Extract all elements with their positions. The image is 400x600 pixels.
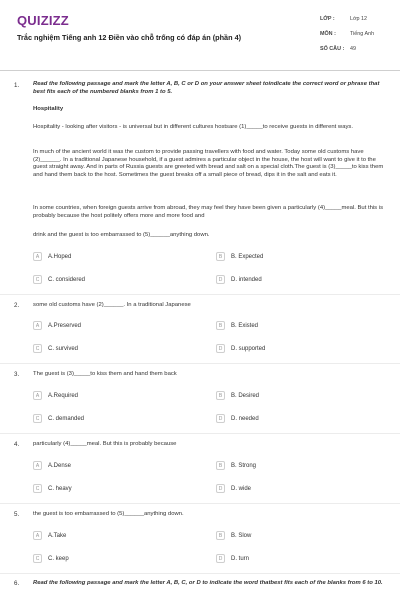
option-letter-box: C <box>33 344 42 353</box>
option-letter-box: A <box>33 531 42 540</box>
option-b[interactable] <box>216 252 263 261</box>
option-text: A.Preserved <box>48 322 82 329</box>
option-d[interactable] <box>216 275 262 284</box>
option-letter-box: D <box>216 344 225 353</box>
question-divider <box>0 294 400 295</box>
header-divider <box>0 70 400 71</box>
option-a[interactable] <box>33 252 71 261</box>
option-c[interactable] <box>33 275 85 284</box>
meta-value: Tiếng Anh <box>350 31 375 37</box>
option-b[interactable] <box>216 531 251 540</box>
option-letter-box: A <box>33 391 42 400</box>
option-d[interactable] <box>216 414 259 423</box>
option-letter-box: C <box>33 414 42 423</box>
option-d[interactable] <box>216 554 249 563</box>
option-text: D. wide <box>231 485 252 492</box>
option-letter-box: A <box>33 461 42 470</box>
option-text: B. Slow <box>231 532 252 539</box>
option-letter-box: B <box>216 252 225 261</box>
question-instruction: Read the following passage and mark the letter A, B, C, or D to indicate the word thatbest fits each of the blanks from 6 to 10. <box>33 580 383 586</box>
question-number: 6. <box>14 580 20 587</box>
option-c[interactable] <box>33 414 84 423</box>
option-letter-box: B <box>216 321 225 330</box>
option-letter-box: D <box>216 414 225 423</box>
passage-paragraph: In some countries, when foreign guests arrive from abroad, they may feel they have been given a particularly (4)_____meal. But this is probably because the host politely offers more and more food and <box>33 205 384 219</box>
option-c[interactable] <box>33 484 72 493</box>
question-divider <box>0 363 400 364</box>
option-letter-box: D <box>216 484 225 493</box>
option-text: C. keep <box>48 555 69 562</box>
option-b[interactable] <box>216 391 259 400</box>
option-text: C. demanded <box>48 415 85 422</box>
option-text: D. intended <box>231 276 262 283</box>
meta-key: LỚP : <box>320 16 335 22</box>
option-letter-box: B <box>216 391 225 400</box>
option-d[interactable] <box>216 344 265 353</box>
meta-subject <box>320 31 374 37</box>
passage-paragraph: In much of the ancient world it was the custom to provide passing travellers with food and water. Today some old customs have (2)______. In a traditional Japanese household, if a guest admires a particular object in the house, the host will want to give it to the guest straight away. And in parts of Russia guests are greeted with bread and salt on a special cloth.The guest is (3)_____to kiss them and hand them back to the host. Sometimes the guest breaks off a small piece of bread, dips it in the salt and eats it. <box>33 149 384 178</box>
option-letter-box: A <box>33 252 42 261</box>
question-number: 4. <box>14 441 20 448</box>
option-c[interactable] <box>33 554 69 563</box>
option-text: A.Hoped <box>48 253 72 260</box>
question-divider <box>0 433 400 434</box>
option-text: A.Take <box>48 532 67 539</box>
meta-key: SỐ CÂU : <box>320 46 345 52</box>
option-text: A.Required <box>48 392 79 399</box>
option-letter-box: B <box>216 461 225 470</box>
option-text: C. considered <box>48 276 86 283</box>
option-text: C. heavy <box>48 485 72 492</box>
option-a[interactable] <box>33 391 78 400</box>
option-text: B. Existed <box>231 322 259 329</box>
option-letter-box: C <box>33 275 42 284</box>
option-a[interactable] <box>33 321 81 330</box>
meta-class <box>320 16 367 22</box>
option-letter-box: B <box>216 531 225 540</box>
passage-paragraph: drink and the guest is too embarrassed to (5)______anything down. <box>33 232 210 238</box>
option-b[interactable] <box>216 321 258 330</box>
option-letter-box: A <box>33 321 42 330</box>
option-letter-box: D <box>216 275 225 284</box>
page-title: Trắc nghiệm Tiếng anh 12 Điền vào chỗ trống có đáp án (phần 4) <box>17 33 242 42</box>
question-text: particularly (4)_____meal. But this is probably because <box>33 441 177 447</box>
option-a[interactable] <box>33 461 71 470</box>
option-text: D. turn <box>231 555 250 562</box>
passage-paragraph: Hospitality - looking after visitors - is universal but in different cultures hostsare (1)_____to receive guests in different ways. <box>33 124 353 130</box>
question-instruction: Read the following passage and mark the letter A, B, C or D on your answer sheet toindicate the correct word or phrase that best fits each of the numbered blanks from 1 to 5. <box>33 81 380 95</box>
option-letter-box: C <box>33 554 42 563</box>
meta-count <box>320 46 356 52</box>
question-divider <box>0 573 400 574</box>
option-text: B. Expected <box>231 253 264 260</box>
passage-heading: Hospitality <box>33 106 64 112</box>
question-text: some old customs have (2)______. In a traditional Japanese <box>33 302 191 308</box>
question-text: the guest is too embarrassed to (5)______anything down. <box>33 511 184 517</box>
question-number: 5. <box>14 511 20 518</box>
option-a[interactable] <box>33 531 66 540</box>
meta-key: MÔN : <box>320 31 336 37</box>
option-text: B. Strong <box>231 462 257 469</box>
question-text: The guest is (3)_____to kiss them and hand them back <box>33 371 177 377</box>
question-number: 2. <box>14 302 20 309</box>
option-letter-box: C <box>33 484 42 493</box>
option-text: D. supported <box>231 345 266 352</box>
question-number: 1. <box>14 82 20 89</box>
option-b[interactable] <box>216 461 256 470</box>
option-text: C. survived <box>48 345 79 352</box>
meta-value: 49 <box>350 46 356 52</box>
question-divider <box>0 503 400 504</box>
option-c[interactable] <box>33 344 78 353</box>
option-text: A.Dense <box>48 462 72 469</box>
meta-value: Lớp 12 <box>350 16 368 22</box>
option-text: D. needed <box>231 415 259 422</box>
question-number: 3. <box>14 371 20 378</box>
quizizz-logo: QUIZIZZ <box>17 13 69 28</box>
option-d[interactable] <box>216 484 251 493</box>
option-text: B. Desired <box>231 392 260 399</box>
option-letter-box: D <box>216 554 225 563</box>
